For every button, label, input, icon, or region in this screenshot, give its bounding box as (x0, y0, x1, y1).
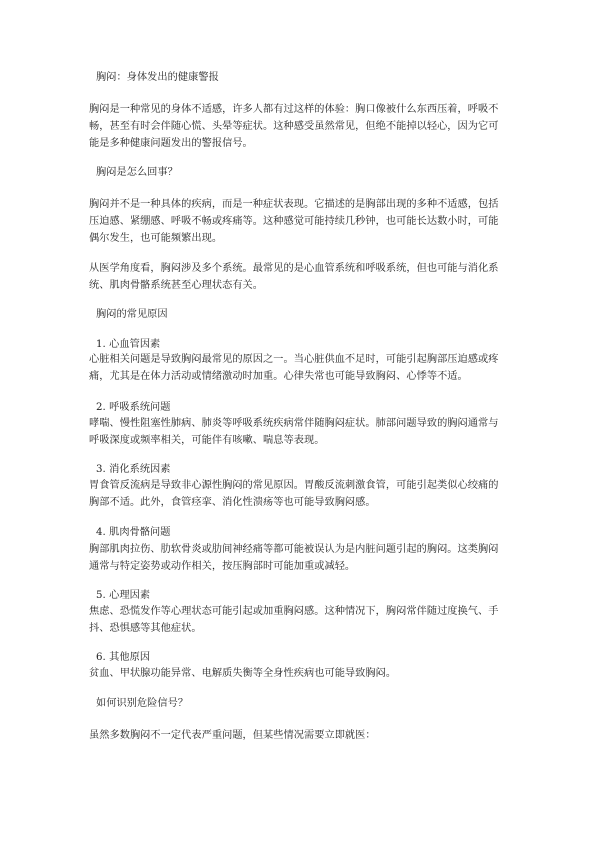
text-line: 哮喘、慢性阻塞性肺病、肺炎等呼吸系统疾病常伴随胸闷症状。肺部问题导致的胸闷通常与 (89, 418, 499, 429)
text-line: 从医学角度看，胸闷涉及多个系统。最常见的是心血管系统和呼吸系统，但也可能与消化系 (89, 263, 499, 274)
section-heading: 胸闷的常见原因 (96, 309, 168, 320)
cause-title: 6. 其他原因 (96, 652, 151, 663)
text-line: 呼吸深度或频率相关，可能伴有咳嗽、喘息等表现。 (89, 435, 325, 446)
text-line: 统、肌肉骨骼系统甚至心理状态有关。 (89, 280, 264, 291)
text-line: 能是多种健康问题发出的警报信号。 (89, 138, 253, 149)
text-line: 焦虑、恐慌发作等心理状态可能引起或加重胸闷感。这种情况下，胸闷常伴随过度换气、手 (89, 606, 499, 617)
cause-title: 3. 消化系统因素 (96, 464, 171, 475)
text-line: 通常与特定姿势或动作相关，按压胸部时可能加重或减轻。 (89, 561, 356, 572)
text-line: 胸闷是一种常见的身体不适感，许多人都有过这样的体验：胸口像被什么东西压着，呼吸不 (89, 104, 499, 115)
text-line: 痛，尤其是在体力活动或情绪激动时加重。心律失常也可能导致胸闷、心悸等不适。 (89, 371, 468, 382)
cause-title: 2. 呼吸系统问题 (96, 402, 171, 413)
section-heading: 如何识别危险信号？ (96, 698, 189, 709)
text-line: 畅，甚至有时会伴随心慌、头晕等症状。这种感受虽然常见，但绝不能掉以轻心，因为它可 (89, 121, 499, 132)
text-line: 心脏相关问题是导致胸闷最常见的原因之一。当心脏供血不足时，可能引起胸部压迫感或疼 (89, 354, 499, 365)
text-line: 抖、恐惧感等其他症状。 (89, 623, 202, 634)
text-line: 压迫感、紧绷感、呼吸不畅或疼痛等。这种感觉可能持续几秒钟，也可能长达数小时，可能 (89, 216, 499, 227)
cause-title: 5. 心理因素 (96, 590, 151, 601)
text-line: 虽然多数胸闷不一定代表严重问题，但某些情况需要立即就医： (89, 730, 376, 741)
text-line: 贫血、甲状腺功能异常、电解质失衡等全身性疾病也可能导致胸闷。 (89, 668, 397, 679)
text-line: 偶尔发生，也可能频繁出现。 (89, 233, 223, 244)
cause-title: 1. 心血管因素 (96, 339, 161, 350)
cause-title: 4. 肌肉骨骼问题 (96, 527, 171, 538)
text-line: 胸闷并不是一种具体的疾病，而是一种症状表现。它描述的是胸部出现的多种不适感，包括 (89, 199, 499, 210)
text-line: 胸部肌肉拉伤、肋软骨炎或肋间神经痛等都可能被误认为是内脏问题引起的胸闷。这类胸闷 (89, 544, 499, 555)
text-line: 胃食管反流病是导致非心源性胸闷的常见原因。胃酸反流刺激食管，可能引起类似心绞痛的 (89, 480, 499, 491)
text-line: 胸部不适。此外，食管痉挛、消化性溃疡等也可能导致胸闷感。 (89, 497, 376, 508)
document-title: 胸闷：身体发出的健康警报 (96, 72, 219, 83)
section-heading: 胸闷是怎么回事？ (96, 167, 178, 178)
